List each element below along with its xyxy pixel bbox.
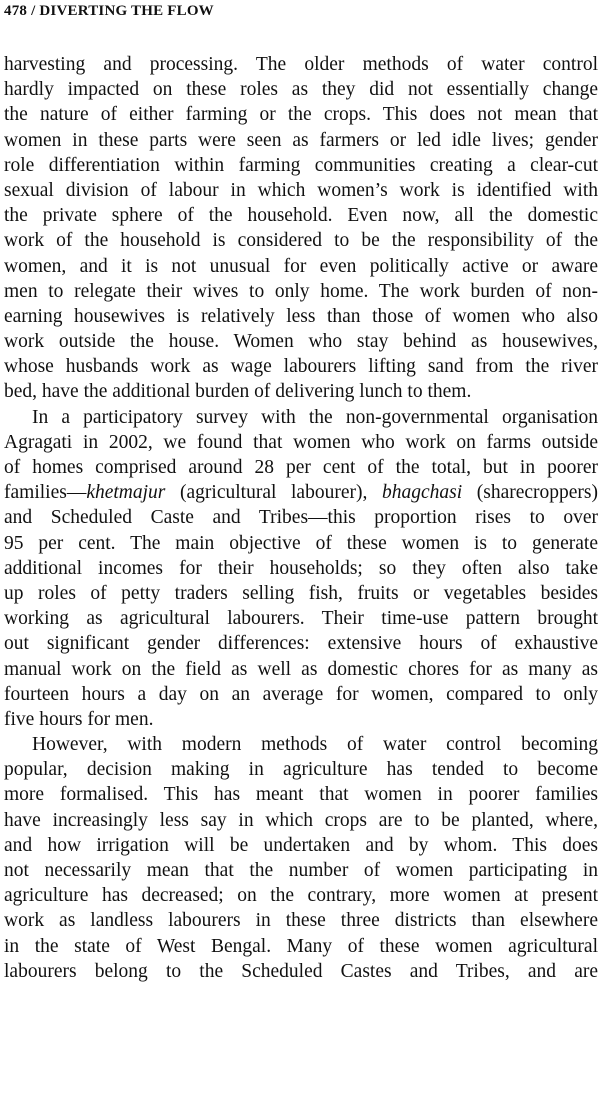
text-line: working as agricultural labourers. Their time-use pattern brought — [4, 608, 598, 630]
text-line: out significant gender differences: extensive hours of exhaustive — [4, 633, 598, 655]
text-line: of homes comprised around 28 per cent of the total, but in poorer — [4, 457, 598, 478]
text-line: in the state of West Bengal. Many of these women agricultural — [4, 935, 598, 957]
text-line: sexual division of labour in which women’s work is identified with — [4, 179, 598, 201]
text-line: earning housewives is relatively less than those of women who also — [4, 305, 598, 327]
text-line: role differentiation within farming communities creating a clear-cut — [4, 154, 598, 176]
text-line: However, with modern methods of water control becoming — [32, 734, 598, 756]
italic-term-khetmajur: khetmajur — [86, 482, 166, 504]
italic-term-bhagchasi: bhagchasi — [381, 482, 463, 504]
text-line: 95 per cent. The main objective of these women is to generate — [4, 532, 598, 554]
text-line: additional incomes for their households; so they often also take — [4, 557, 598, 579]
text-line: the nature of either farming or the crops. This does not mean that — [4, 104, 598, 126]
text-line: bed, have the additional burden of delivering lunch to them. — [4, 381, 472, 403]
text-line: women, and it is not unusual for even politically active or aware — [4, 255, 598, 277]
text-line: the private sphere of the household. Even now, all the domestic — [4, 205, 598, 227]
text-line: work of the household is considered to be the responsibility of the — [4, 230, 598, 252]
text-line-with-italics — [4, 480, 598, 505]
text-line: popular, decision making in agriculture has tended to become — [4, 759, 598, 781]
text-line: harvesting and processing. The older methods of water control — [4, 54, 598, 75]
text-line: women in these parts were seen as farmers or led idle lives; gender — [4, 129, 598, 151]
text-line: men to relegate their wives to only home. The work burden of non- — [4, 280, 598, 302]
text-fragment: (agricultural labourer), — [165, 482, 382, 504]
text-line: work as landless labourers in these three districts than elsewhere — [4, 910, 598, 932]
text-line: manual work on the field as well as domestic chores for as many as — [4, 658, 598, 680]
page-number: 478 — [4, 3, 28, 19]
text-line: hardly impacted on these roles as they did not essentially change — [4, 79, 598, 101]
text-line: whose husbands work as wage labourers lifting sand from the river — [4, 356, 598, 378]
text-line: and how irrigation will be undertaken and by whom. This does — [4, 834, 598, 856]
running-head — [4, 3, 214, 20]
text-line: In a participatory survey with the non-governmental organisation — [32, 406, 598, 428]
text-fragment: (sharecroppers) — [462, 482, 598, 504]
running-head-separator: / — [31, 3, 36, 19]
text-line: five hours for men. — [4, 708, 154, 730]
book-title: DIVERTING THE FLOW — [39, 3, 214, 19]
body-text — [4, 52, 598, 984]
text-line: and Scheduled Caste and Tribes—this proportion rises to over — [4, 507, 598, 529]
text-line: work outside the house. Women who stay behind as housewives, — [4, 331, 598, 353]
text-line: agriculture has decreased; on the contrary, more women at present — [4, 885, 598, 907]
text-line: Agragati in 2002, we found that women who work on farms outside — [4, 431, 598, 453]
text-line: not necessarily mean that the number of women participating in — [4, 860, 598, 881]
text-line: have increasingly less say in which crops are to be planted, where, — [4, 809, 598, 831]
text-fragment: families— — [4, 482, 87, 504]
text-line: more formalised. This has meant that women in poorer families — [4, 784, 598, 806]
text-line: labourers belong to the Scheduled Castes and Tribes, and are — [4, 960, 598, 982]
text-line: up roles of petty traders selling fish, fruits or vegetables besides — [4, 582, 598, 604]
text-line: fourteen hours a day on an average for women, compared to only — [4, 683, 598, 705]
